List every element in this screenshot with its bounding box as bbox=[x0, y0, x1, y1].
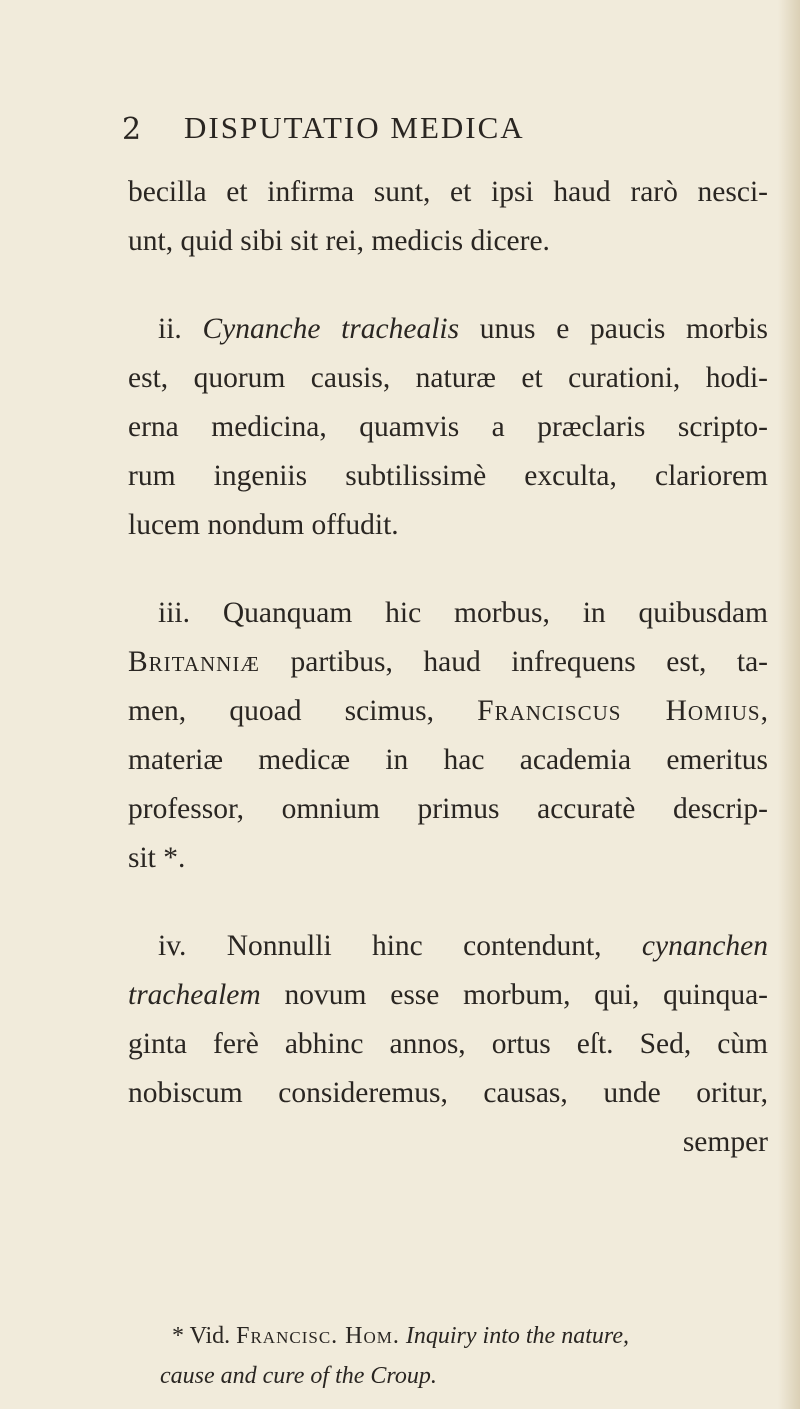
footnote-title: Inquiry into the nature, bbox=[399, 1323, 629, 1349]
paragraph-2-line-3: erna medicina, quamvis a præclaris scripto- bbox=[128, 411, 768, 443]
paragraph-3-line-1: iii. Quanquam hic morbus, in quibusdam bbox=[158, 597, 769, 629]
paragraph-1-line-1: becilla et infirma sunt, et ipsi haud rarò nesci- bbox=[128, 176, 768, 208]
footnote-line-2: cause and cure of the Croup. bbox=[160, 1363, 437, 1389]
paragraph-3-line-4: materiæ medicæ in hac academia emeritus bbox=[128, 744, 768, 776]
paragraph-2-line-2: est, quorum causis, naturæ et curationi, hodi- bbox=[128, 362, 768, 394]
section-number-iv: iv. bbox=[158, 930, 187, 962]
page-edge-shadow bbox=[778, 0, 800, 1409]
footnote-marker: * bbox=[172, 1323, 184, 1349]
paragraph-4-line-1: iv. Nonnulli hinc contendunt, cynanchen bbox=[158, 930, 769, 962]
footnote bbox=[160, 1316, 760, 1396]
paragraph-2-line-4: rum ingeniis subtilissimè exculta, clariorem bbox=[128, 460, 768, 492]
paragraph-2-line-1: ii. Cynanche trachealis unus e paucis morbis bbox=[158, 313, 768, 345]
catchword: semper bbox=[682, 1126, 768, 1158]
section-number-iii: iii. bbox=[158, 597, 190, 629]
place-britanniae: Britanniæ bbox=[128, 646, 260, 678]
term-cynanche-trachealis: Cynanche trachealis bbox=[202, 313, 460, 345]
footnote-line-1: * Vid. Francisc. Hom. Inquiry into the nature, bbox=[172, 1323, 629, 1349]
paragraph-2-line-5: lucem nondum offudit. bbox=[128, 509, 399, 541]
paragraph-3-line-3: men, quoad scimus, Franciscus Homius, bbox=[128, 695, 768, 727]
body-text bbox=[128, 168, 768, 1167]
name-franciscus-homius: Franciscus Homius bbox=[477, 695, 761, 727]
paragraph-3-line-6: sit *. bbox=[128, 842, 186, 874]
footnote-author: Francisc. Hom. bbox=[236, 1323, 400, 1349]
page-header bbox=[0, 108, 800, 158]
paragraph-1-line-2: unt, quid sibi sit rei, medicis dicere. bbox=[128, 225, 550, 257]
section-number-ii: ii. bbox=[158, 313, 182, 345]
paragraph-4-line-2: trachealem novum esse morbum, qui, quinqua- bbox=[128, 979, 768, 1011]
running-title: DISPUTATIO MEDICA bbox=[184, 110, 525, 145]
paragraph-3-line-5: professor, omnium primus accuratè descrip- bbox=[128, 793, 768, 825]
paragraph-4-line-3: ginta ferè abhinc annos, ortus eſt. Sed, cùm bbox=[128, 1028, 768, 1060]
paragraph-4-line-4: nobiscum consideremus, causas, unde oritur, bbox=[128, 1077, 768, 1109]
paragraph-3-line-2: Britanniæ partibus, haud infrequens est, ta- bbox=[128, 646, 768, 678]
page-number: 2 bbox=[122, 112, 143, 147]
